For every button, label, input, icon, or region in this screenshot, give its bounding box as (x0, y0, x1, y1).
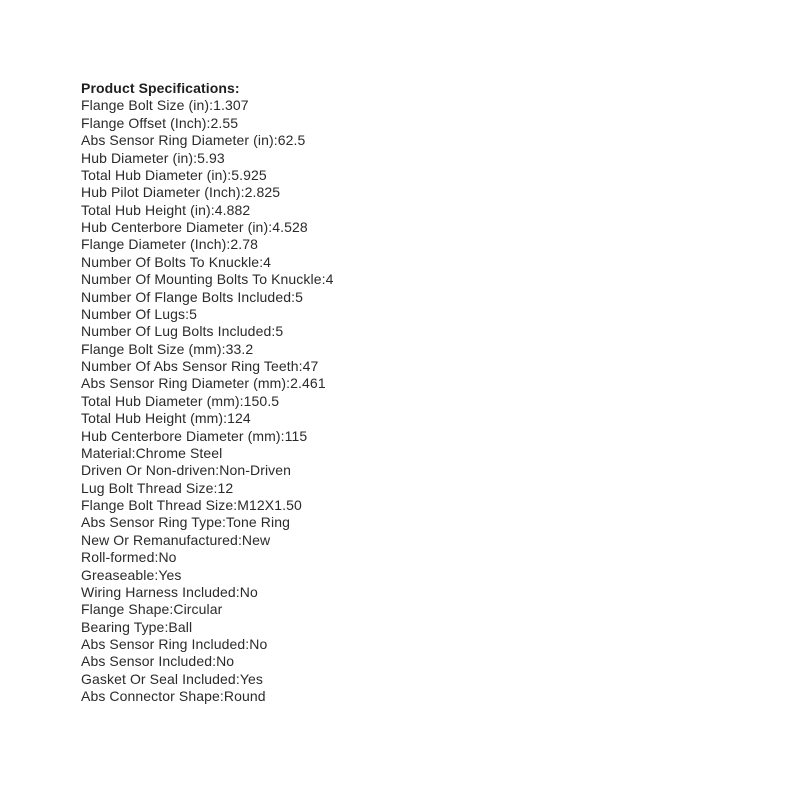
spec-line: Greaseable:Yes (81, 566, 182, 583)
spec-line: Hub Centerbore Diameter (in):4.528 (81, 219, 308, 235)
spec-line: Number Of Flange Bolts Included:5 (81, 288, 303, 305)
spec-line: Total Hub Height (in):4.882 (81, 201, 251, 218)
spec-line: New Or Remanufactured:New (81, 531, 271, 548)
spec-line: Abs Sensor Ring Diameter (mm):2.461 (81, 375, 326, 392)
spec-line: Bearing Type:Ball (81, 618, 193, 635)
spec-line: Wiring Harness Included:No (81, 583, 258, 600)
spec-list (81, 97, 333, 705)
spec-line: Hub Diameter (in):5.93 (81, 149, 225, 166)
spec-line: Number Of Bolts To Knuckle:4 (81, 253, 272, 270)
spec-line: Abs Sensor Ring Included:No (81, 636, 268, 652)
spec-line: Material:Chrome Steel (81, 444, 223, 461)
spec-line: Flange Bolt Size (mm):33.2 (81, 340, 254, 357)
spec-line: Number Of Lug Bolts Included:5 (81, 323, 284, 340)
spec-line: Abs Sensor Ring Diameter (in):62.5 (81, 132, 306, 149)
spec-block (81, 80, 333, 706)
spec-line: Number Of Abs Sensor Ring Teeth:47 (81, 358, 319, 374)
spec-line: Abs Sensor Included:No (81, 653, 235, 670)
spec-line: Flange Offset (Inch):2.55 (81, 114, 239, 131)
spec-title: Product Specifications: (81, 80, 240, 96)
spec-line: Hub Centerbore Diameter (mm):115 (81, 427, 308, 444)
spec-line: Lug Bolt Thread Size:12 (81, 479, 234, 496)
spec-line: Flange Bolt Size (in):1.307 (81, 97, 249, 114)
spec-line: Abs Connector Shape:Round (81, 688, 266, 705)
spec-line: Abs Sensor Ring Type:Tone Ring (81, 514, 290, 531)
spec-line: Roll-formed:No (81, 549, 177, 566)
spec-line: Total Hub Diameter (in):5.925 (81, 166, 267, 183)
spec-line: Hub Pilot Diameter (Inch):2.825 (81, 184, 281, 201)
spec-line: Flange Diameter (Inch):2.78 (81, 236, 259, 253)
spec-line: Number Of Lugs:5 (81, 305, 197, 322)
spec-line: Flange Bolt Thread Size:M12X1.50 (81, 497, 302, 513)
spec-line: Total Hub Diameter (mm):150.5 (81, 392, 280, 409)
spec-line: Number Of Mounting Bolts To Knuckle:4 (81, 271, 334, 288)
spec-line: Gasket Or Seal Included:Yes (81, 670, 263, 687)
spec-line: Driven Or Non-driven:Non-Driven (81, 462, 292, 479)
spec-line: Total Hub Height (mm):124 (81, 410, 251, 427)
spec-line: Flange Shape:Circular (81, 601, 223, 618)
